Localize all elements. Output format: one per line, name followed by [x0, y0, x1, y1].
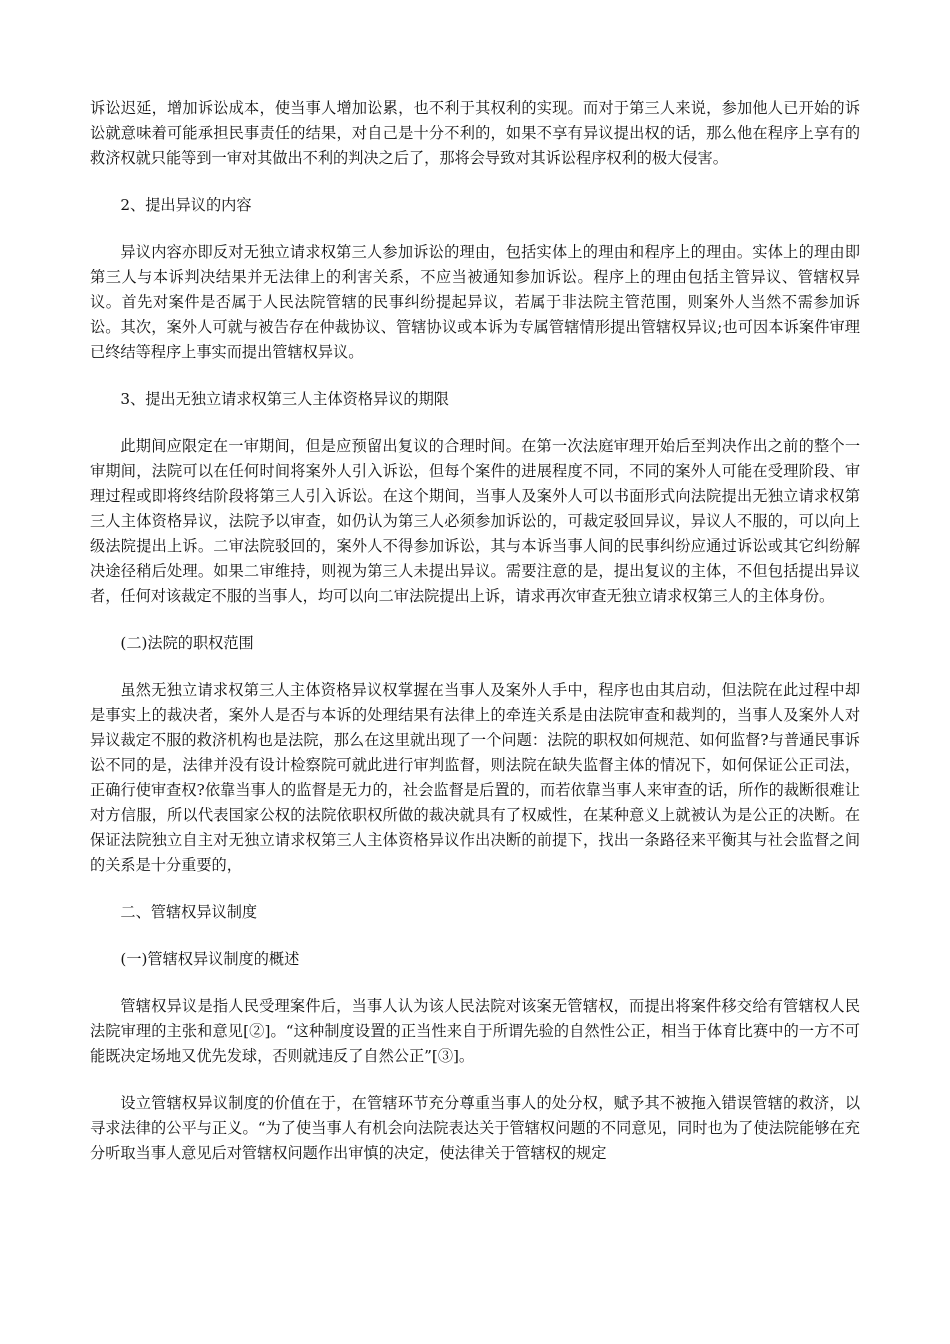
- paragraph: 诉讼迟延，增加诉讼成本，使当事人增加讼累，也不利于其权利的实现。而对于第三人来说，参加他人已开始的诉讼就意味着可能承担民事责任的结果，对自己是十分不利的，如果不享有异议提出权的话，那么他在程序上享有的救济权就只能等到一审对其做出不利的判决之后了，那将会导致对其诉讼程序权利的极大侵害。: [90, 99, 860, 167]
- section-heading: 3、提出无独立请求权第三人主体资格异议的期限: [120, 390, 449, 408]
- paragraph: 异议内容亦即反对无独立请求权第三人参加诉讼的理由，包括实体上的理由和程序上的理由。实体上的理由即第三人与本诉判决结果并无法律上的利害关系，不应当被通知参加诉讼。程序上的理由包括主管异议、管辖权异议。首先对案件是否属于人民法院管辖的民事纠纷提起异议，若属于非法院主管范围，则案外人当然不需参加诉讼。其次，案外人可就与被告存在仲裁协议、管辖协议或本诉为专属管辖情形提出管辖权异议;也可因本诉案件审理已终结等程序上事实而提出管辖权异议。: [90, 243, 860, 361]
- paragraph: 设立管辖权异议制度的价值在于，在管辖环节充分尊重当事人的处分权，赋予其不被拖入错误管辖的救济，以寻求法律的公平与正义。“为了使当事人有机会向法院表达关于管辖权问题的不同意见，同时也为了使法院能够在充分听取当事人意见后对管辖权问题作出审慎的决定，使法律关于管辖权的规定: [90, 1094, 860, 1162]
- section-heading: 2、提出异议的内容: [120, 196, 252, 214]
- document-page: [90, 96, 860, 1188]
- chapter-heading: 二、管辖权异议制度: [120, 903, 258, 921]
- paragraph: 此期间应限定在一审期间，但是应预留出复议的合理时间。在第一次法庭审理开始后至判决作出之前的整个一审期间，法院可以在任何时间将案外人引入诉讼，但每个案件的进展程度不同，不同的案外人可能在受理阶段、审理过程或即将终结阶段将第三人引入诉讼。在这个期间，当事人及案外人可以书面形式向法院提出无独立请求权第三人主体资格异议，法院予以审查，如仍认为第三人必须参加诉讼的，可裁定驳回异议，异议人不服的，可以向上级法院提出上诉。二审法院驳回的，案外人不得参加诉讼，其与本诉当事人间的民事纠纷应通过诉讼或其它纠纷解决途径稍后处理。如果二审维持，则视为第三人未提出异议。需要注意的是，提出复议的主体，不但包括提出异议者，任何对该裁定不服的当事人，均可以向二审法院提出上诉，请求再次审查无独立请求权第三人的主体身份。: [90, 437, 860, 605]
- section-heading: (二)法院的职权范围: [120, 634, 254, 652]
- section-heading: (一)管辖权异议制度的概述: [120, 950, 300, 968]
- paragraph: 虽然无独立请求权第三人主体资格异议权掌握在当事人及案外人手中，程序也由其启动，但法院在此过程中却是事实上的裁决者，案外人是否与本诉的处理结果有法律上的牵连关系是由法院审查和裁判的，当事人及案外人对异议裁定不服的救济机构也是法院，那么在这里就出现了一个问题：法院的职权如何规范、如何监督?与普通民事诉讼不同的是，法律并没有设计检察院可就此进行审判监督，则法院在缺失监督主体的情况下，如何保证公正司法，正确行使审查权?依靠当事人的监督是无力的，社会监督是后置的，而若依靠当事人来审查的话，所作的裁断很难让对方信服，所以代表国家公权的法院依职权所做的裁决就具有了权威性，在某种意义上就被认为是公正的决断。在保证法院独立自主对无独立请求权第三人主体资格异议作出决断的前提下，找出一条路径来平衡其与社会监督之间的关系是十分重要的，: [90, 681, 860, 874]
- paragraph: 管辖权异议是指人民受理案件后，当事人认为该人民法院对该案无管辖权，而提出将案件移交给有管辖权人民法院审理的主张和意见[②]。“这种制度设置的正当性来自于所谓先验的自然性公正，相当于体育比赛中的一方不可能既决定场地又优先发球，否则就违反了自然公正”[③]。: [90, 997, 860, 1065]
